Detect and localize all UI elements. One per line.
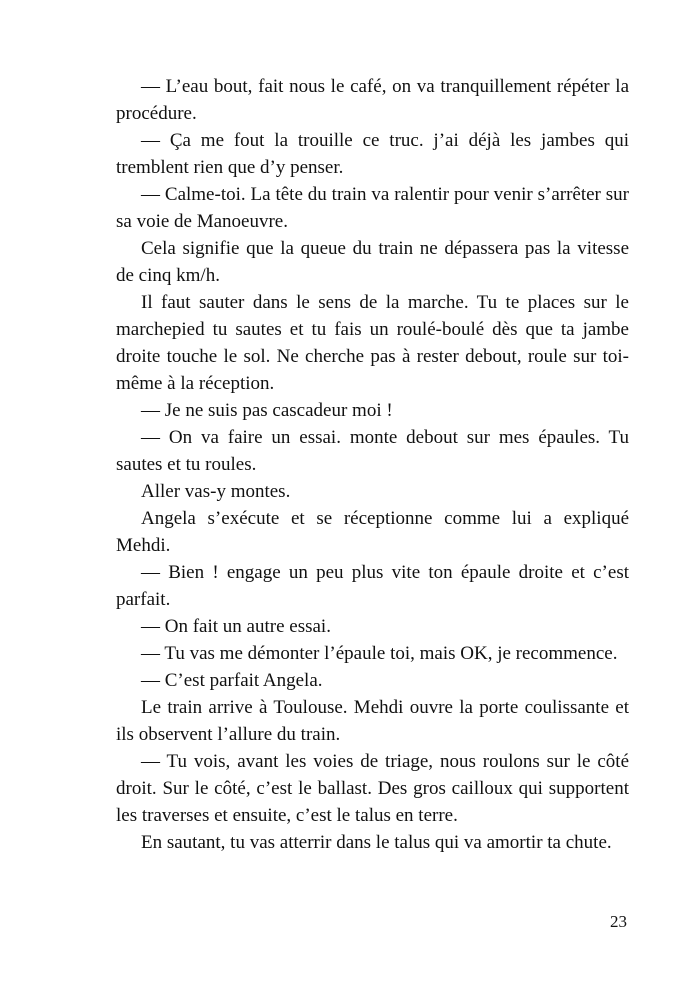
paragraph-15: — Tu vois, avant les voies de triage, nous roulons sur le côté droit. Sur le côté, c’est le ballast. Des gros cailloux qui supportent les traverses et ensuite, c’est le talus en terre. — [116, 751, 629, 826]
body-text — [116, 73, 629, 856]
paragraph-12: — Tu vas me démonter l’épaule toi, mais OK, je recommence. — [141, 643, 618, 664]
paragraph-13: — C’est parfait Angela. — [141, 670, 323, 691]
paragraph-2: — Ça me fout la trouille ce truc. j’ai déjà les jambes qui tremblent rien que d’y penser. — [116, 130, 629, 178]
paragraph-1: — L’eau bout, fait nous le café, on va tranquillement répéter la procédure. — [116, 76, 629, 124]
paragraph-4: Cela signifie que la queue du train ne dépassera pas la vitesse de cinq km/h. — [116, 238, 629, 286]
paragraph-5: Il faut sauter dans le sens de la marche. Tu te places sur le marchepied tu sautes et tu fais un roulé-boulé dès que ta jambe droite touche le sol. Ne cherche pas à rester debout, roule sur toi-même à la réception. — [116, 292, 629, 394]
paragraph-11: — On fait un autre essai. — [141, 616, 331, 637]
paragraph-10: — Bien ! engage un peu plus vite ton épaule droite et c’est parfait. — [116, 562, 629, 610]
page-number: 23 — [610, 912, 627, 931]
paragraph-8: Aller vas-y montes. — [141, 481, 291, 502]
paragraph-16: En sautant, tu vas atterrir dans le talus qui va amortir ta chute. — [141, 832, 612, 853]
paragraph-3: — Calme-toi. La tête du train va ralentir pour venir s’arrêter sur sa voie de Manoeuvre. — [116, 184, 629, 232]
paragraph-7: — On va faire un essai. monte debout sur mes épaules. Tu sautes et tu roules. — [116, 427, 629, 475]
paragraph-6: — Je ne suis pas cascadeur moi ! — [141, 400, 393, 421]
paragraph-9: Angela s’exécute et se réceptionne comme lui a expliqué Mehdi. — [116, 508, 629, 556]
paragraph-14: Le train arrive à Toulouse. Mehdi ouvre la porte coulissante et ils observent l’allure du train. — [116, 697, 629, 745]
